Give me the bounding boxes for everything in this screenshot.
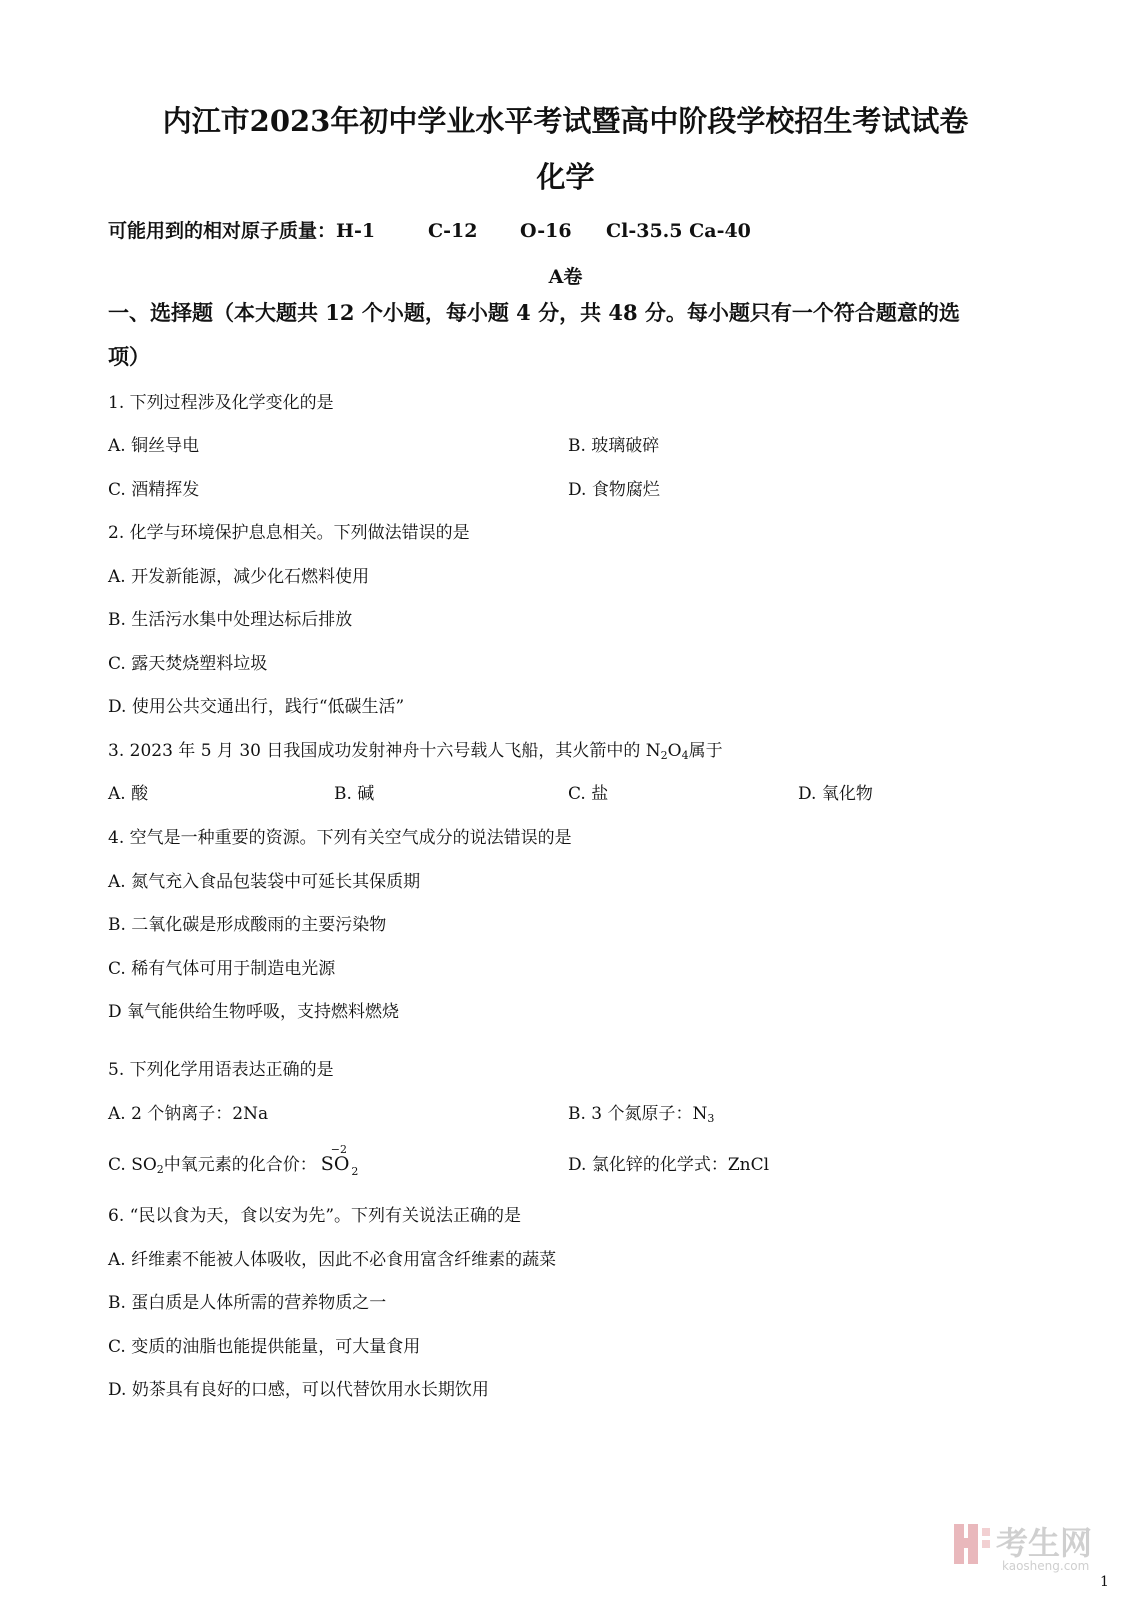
q6-option-b: B. 蛋白质是人体所需的营养物质之一 xyxy=(108,1293,387,1313)
q4-option-c: C. 稀有气体可用于制造电光源 xyxy=(108,959,336,979)
q4-option-a: A. 氮气充入食品包装袋中可延长其保质期 xyxy=(108,872,421,892)
q5-option-c-text-a: C. SO xyxy=(108,1155,157,1175)
page-number: 1 xyxy=(1100,1574,1109,1590)
q3-stem-text-b: O xyxy=(667,741,682,761)
q3-stem-text-c: 属于 xyxy=(688,741,723,761)
watermark-logo xyxy=(950,1510,1120,1576)
watermark-emblem-icon xyxy=(950,1510,1120,1576)
q6-option-c: C. 变质的油脂也能提供能量，可大量食用 xyxy=(108,1337,421,1357)
q3-option-a: A. 酸 xyxy=(108,784,149,804)
q6-stem: 6. “民以食为天，食以安为先”。下列有关说法正确的是 xyxy=(108,1206,522,1226)
part1-heading: 一、选择题（本大题共 12 个小题，每小题 4 分，共 48 分。每小题只有一个符合题意的选 xyxy=(108,300,960,325)
q5-option-b-text: B. 3 个氮原子：N xyxy=(568,1104,708,1124)
q6-option-a: A. 纤维素不能被人体吸收，因此不必食用富含纤维素的蔬菜 xyxy=(108,1250,557,1270)
q4-option-b: B. 二氧化碳是形成酸雨的主要污染物 xyxy=(108,915,387,935)
valence-formula-sub: 2 xyxy=(351,1165,359,1178)
watermark-url: kaosheng.com xyxy=(1002,1559,1090,1573)
atomic-masses xyxy=(108,216,751,243)
q5-option-c-sub: 2 xyxy=(156,1163,164,1176)
q3-option-d: D. 氧化物 xyxy=(798,784,873,804)
subject-title: 化学 xyxy=(536,160,595,194)
q4-stem: 4. 空气是一种重要的资源。下列有关空气成分的说法错误的是 xyxy=(108,828,572,848)
q1-stem: 1. 下列过程涉及化学变化的是 xyxy=(108,393,334,413)
part1-heading-cont: 项） xyxy=(108,344,150,369)
q5-option-a: A. 2 个钠离子：2Na xyxy=(108,1104,269,1124)
q6-option-d: D. 奶茶具有良好的口感，可以代替饮用水长期饮用 xyxy=(108,1380,489,1400)
page-title: 内江市2023年初中学业水平考试暨高中阶段学校招生考试试卷 xyxy=(162,104,969,138)
q3-option-c: C. 盐 xyxy=(568,784,609,804)
q2-option-a: A. 开发新能源，减少化石燃料使用 xyxy=(108,567,370,587)
q2-stem: 2. 化学与环境保护息息相关。下列做法错误的是 xyxy=(108,523,470,543)
valence-formula xyxy=(320,1143,359,1178)
q1-option-c: C. 酒精挥发 xyxy=(108,480,200,500)
q5-option-b xyxy=(568,1099,714,1125)
mass-c: C-12 xyxy=(428,220,478,242)
mass-cl-ca: Cl-35.5 Ca-40 xyxy=(606,220,751,242)
q5-option-c xyxy=(108,1143,359,1178)
mass-o: O-16 xyxy=(520,220,572,242)
watermark-brand: 考生网 xyxy=(996,1524,1093,1562)
q3-sub-1: 2 xyxy=(660,749,668,762)
q1-option-b: B. 玻璃破碎 xyxy=(568,436,660,456)
section-a-heading: A卷 xyxy=(548,266,583,288)
valence-formula-text: SO xyxy=(320,1153,350,1175)
q5-option-b-sub: 3 xyxy=(707,1112,715,1125)
q5-option-d: D. 氯化锌的化学式：ZnCl xyxy=(568,1155,770,1175)
q3-stem xyxy=(108,736,723,762)
q3-stem-text-a: 3. 2023 年 5 月 30 日我国成功发射神舟十六号载人飞船，其火箭中的 N xyxy=(108,741,661,761)
q5-option-c-text-b: 中氧元素的化合价： xyxy=(163,1155,317,1175)
q5-stem: 5. 下列化学用语表达正确的是 xyxy=(108,1060,334,1080)
q2-option-d: D. 使用公共交通出行，践行“低碳生活” xyxy=(108,697,405,717)
q2-option-b: B. 生活污水集中处理达标后排放 xyxy=(108,610,353,630)
mass-h: H-1 xyxy=(336,220,376,242)
q2-option-c: C. 露天焚烧塑料垃圾 xyxy=(108,654,268,674)
q1-option-a: A. 铜丝导电 xyxy=(108,436,200,456)
q4-option-d: D 氧气能供给生物呼吸，支持燃料燃烧 xyxy=(108,1002,400,1022)
q1-option-d: D. 食物腐烂 xyxy=(568,480,660,500)
atomic-masses-label: 可能用到的相对原子质量： xyxy=(108,220,337,242)
q3-option-b: B. 碱 xyxy=(334,784,375,804)
q3-sub-2: 4 xyxy=(681,749,689,762)
valence-mark: −2 xyxy=(330,1143,348,1156)
